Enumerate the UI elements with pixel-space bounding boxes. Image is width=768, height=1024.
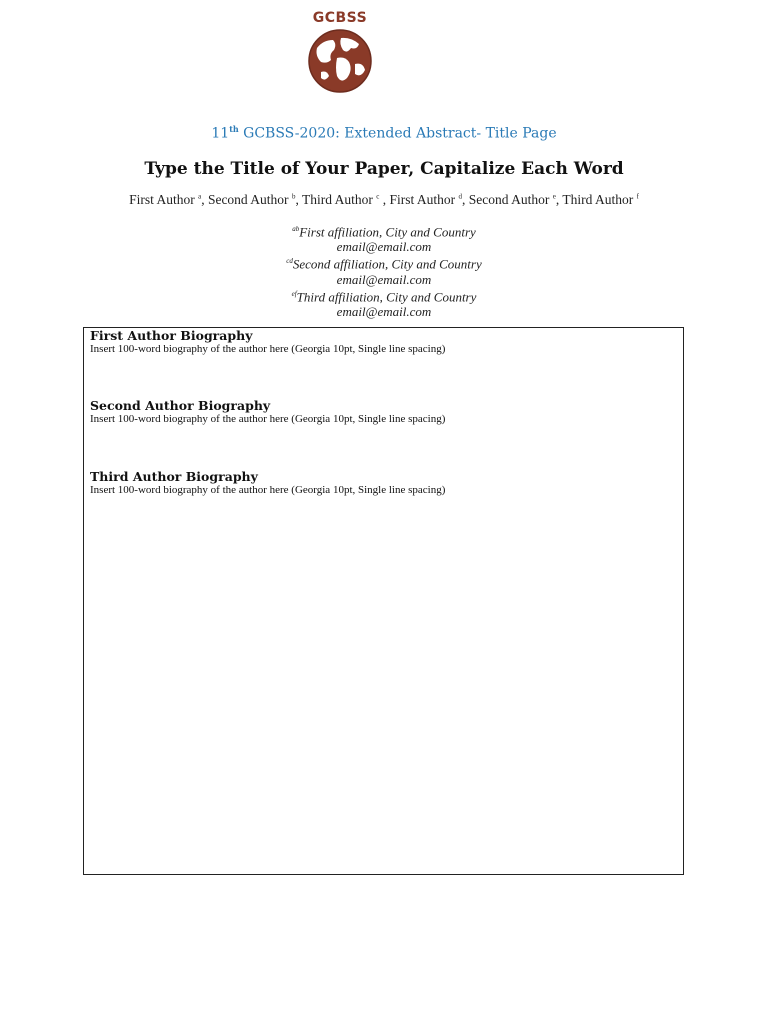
author-list bbox=[0, 192, 768, 208]
biography-heading: First Author Biography bbox=[90, 328, 253, 343]
biography-box bbox=[83, 327, 684, 875]
affiliation-text: Third affiliation, City and Country bbox=[296, 288, 477, 304]
biography-text: Insert 100-word biography of the author here (Georgia 10pt, Single line spacing) bbox=[90, 484, 446, 496]
author-name: Third Author bbox=[562, 192, 637, 207]
affiliation-line bbox=[0, 222, 768, 239]
paper-title: Type the Title of Your Paper, Capitalize Each Word bbox=[144, 159, 624, 179]
biography-text: Insert 100-word biography of the author here (Georgia 10pt, Single line spacing) bbox=[90, 343, 446, 355]
affiliation-email: email@email.com bbox=[336, 271, 432, 287]
author-separator: , bbox=[379, 192, 390, 207]
author-name: Third Author bbox=[301, 192, 377, 207]
biography-section bbox=[90, 398, 445, 426]
author-affiliation-mark: e bbox=[552, 192, 556, 201]
biography-section bbox=[90, 469, 445, 497]
conference-title: GCBSS-2020: Extended Abstract- Title Page bbox=[238, 125, 557, 142]
affiliation-mark: ef bbox=[291, 289, 297, 298]
author-separator: , bbox=[201, 192, 208, 207]
biography-text: Insert 100-word biography of the author here (Georgia 10pt, Single line spacing) bbox=[90, 413, 446, 425]
affiliation-mark: ab bbox=[292, 225, 300, 233]
affiliations bbox=[0, 222, 768, 319]
author-separator: , bbox=[295, 192, 302, 207]
globe-icon bbox=[307, 28, 373, 94]
author-affiliation-mark: d bbox=[458, 192, 462, 201]
affiliation-email: email@email.com bbox=[336, 239, 432, 255]
logo-text: GCBSS bbox=[312, 10, 368, 26]
biography-heading: Third Author Biography bbox=[90, 469, 258, 484]
conference-edition-suffix: th bbox=[229, 124, 239, 134]
affiliation-line bbox=[0, 287, 768, 304]
author-separator: , bbox=[461, 192, 469, 207]
affiliation-line bbox=[0, 254, 768, 271]
biography-section bbox=[90, 328, 445, 356]
affiliation-text: Second affiliation, City and Country bbox=[292, 256, 482, 272]
affiliation-mark: cd bbox=[286, 257, 293, 266]
author-separator: , bbox=[555, 192, 563, 207]
author-affiliation-mark: c bbox=[376, 192, 380, 201]
conference-logo bbox=[305, 10, 375, 94]
author-affiliation-mark: f bbox=[636, 192, 639, 201]
affiliation-text: First affiliation, City and Country bbox=[299, 224, 476, 240]
author-name: First Author bbox=[389, 192, 459, 207]
affiliation-email: email@email.com bbox=[336, 303, 432, 319]
conference-edition: 11 bbox=[211, 125, 230, 142]
author-name: First Author bbox=[129, 192, 199, 207]
author-affiliation-mark: b bbox=[291, 192, 296, 201]
conference-header bbox=[0, 124, 768, 142]
author-affiliation-mark: a bbox=[198, 192, 202, 201]
biography-heading: Second Author Biography bbox=[90, 398, 271, 413]
author-name: Second Author bbox=[468, 192, 553, 207]
author-name: Second Author bbox=[207, 192, 292, 207]
